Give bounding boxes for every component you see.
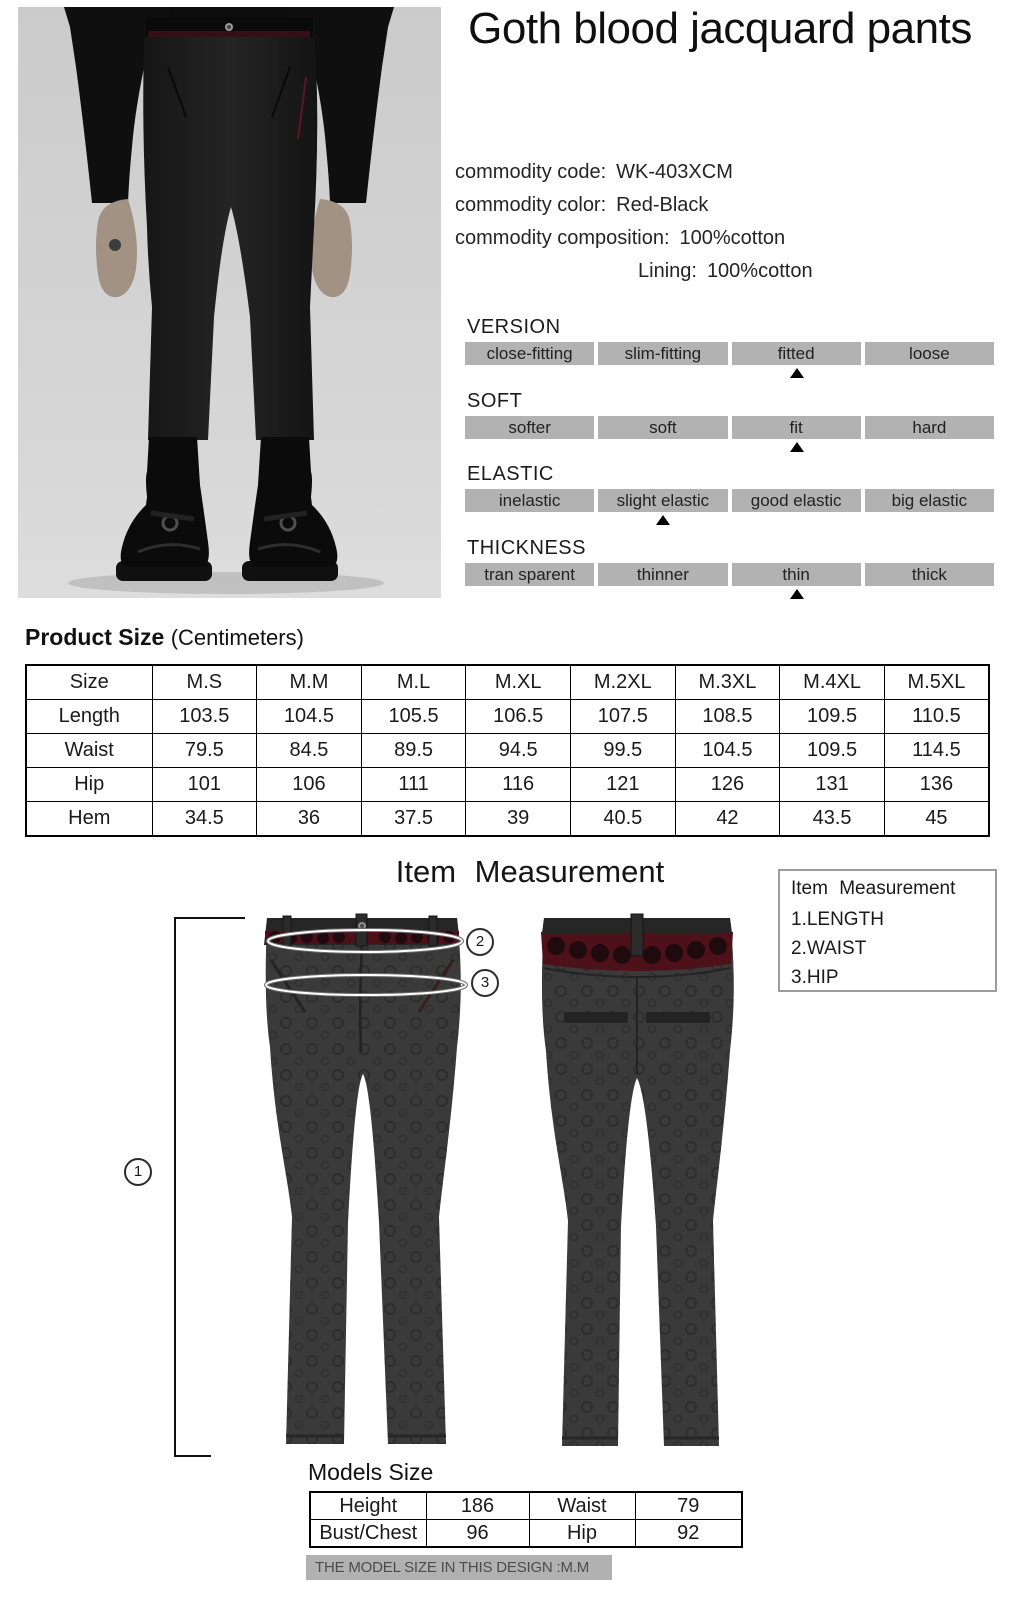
attribute-elastic-scale [465, 489, 994, 512]
length-bracket-bottom-tick [174, 1455, 211, 1457]
row-label: Waist [26, 734, 152, 768]
size-value: 45 [884, 802, 989, 837]
model-attr-label: Waist [529, 1492, 635, 1520]
marker-hip: 3 [471, 969, 499, 997]
pants-back-diagram [528, 906, 746, 1458]
model-attr-label: Hip [529, 1520, 635, 1548]
size-value: 34.5 [152, 802, 257, 837]
size-value: 36 [257, 802, 362, 837]
commodity-info [455, 156, 813, 288]
models-size-heading: Models Size [308, 1459, 434, 1485]
model-photo-illustration [18, 7, 441, 598]
model-photo [18, 7, 441, 598]
commodity-lining-label: Lining: [638, 260, 697, 282]
selected-marker-arrow [656, 515, 670, 525]
model-attr-label: Bust/Chest [310, 1520, 426, 1548]
commodity-code-row [455, 156, 813, 189]
attribute-version-title: VERSION [467, 316, 561, 338]
product-size-heading [25, 624, 304, 651]
product-size-heading-main: Product Size [25, 624, 165, 650]
size-value: 110.5 [884, 700, 989, 734]
size-value: 114.5 [884, 734, 989, 768]
legend-item-waist: 2.WAIST [791, 938, 867, 959]
commodity-composition-value: 100%cotton [679, 227, 786, 249]
table-row [310, 1520, 742, 1548]
size-value: 40.5 [571, 802, 676, 837]
size-header-cell: M.3XL [675, 665, 780, 700]
attribute-thickness [465, 537, 994, 586]
scale-option: fit [732, 416, 861, 439]
model-attr-value: 92 [635, 1520, 742, 1548]
scale-option: good elastic [732, 489, 861, 512]
table-row [26, 665, 989, 700]
model-size-note: THE MODEL SIZE IN THIS DESIGN :M.M [306, 1555, 612, 1580]
belt-lace-red [148, 31, 310, 37]
scale-option: softer [465, 416, 594, 439]
model-attr-label: Height [310, 1492, 426, 1520]
scale-option: fitted [732, 342, 861, 365]
size-value: 94.5 [466, 734, 571, 768]
pants-front-diagram [253, 912, 471, 1462]
size-value: 121 [571, 768, 676, 802]
size-header-cell: M.5XL [884, 665, 989, 700]
attribute-version-scale [465, 342, 994, 365]
attribute-thickness-scale [465, 563, 994, 586]
size-value: 106 [257, 768, 362, 802]
attribute-soft [465, 390, 994, 439]
size-value: 111 [361, 768, 466, 802]
models-size-table [309, 1491, 743, 1548]
scale-option: thin [732, 563, 861, 586]
legend-item-length: 1.LENGTH [791, 909, 884, 930]
legend-title: Item Measurement [791, 878, 956, 899]
size-header-cell: M.4XL [780, 665, 885, 700]
table-row [26, 734, 989, 768]
size-value: 104.5 [257, 700, 362, 734]
product-size-heading-unit: (Centimeters) [170, 625, 304, 650]
size-value: 84.5 [257, 734, 362, 768]
selected-marker-arrow [790, 589, 804, 599]
row-label: Length [26, 700, 152, 734]
commodity-color-label: commodity color: [455, 194, 607, 216]
attribute-thickness-title: THICKNESS [467, 537, 586, 559]
size-value: 99.5 [571, 734, 676, 768]
size-value: 116 [466, 768, 571, 802]
size-value: 109.5 [780, 700, 885, 734]
length-bracket-line [174, 918, 176, 1457]
right-hand [311, 199, 352, 297]
commodity-color-value: Red-Black [616, 194, 709, 216]
marker-waist: 2 [466, 928, 494, 956]
size-value: 136 [884, 768, 989, 802]
size-value: 42 [675, 802, 780, 837]
size-value: 79.5 [152, 734, 257, 768]
size-value: 126 [675, 768, 780, 802]
commodity-composition-row [455, 222, 813, 255]
commodity-code-label: commodity code: [455, 161, 607, 183]
size-value: 101 [152, 768, 257, 802]
size-value: 104.5 [675, 734, 780, 768]
size-value: 39 [466, 802, 571, 837]
scale-option: hard [865, 416, 994, 439]
size-value: 37.5 [361, 802, 466, 837]
attribute-version [465, 316, 994, 365]
size-header-cell: M.XL [466, 665, 571, 700]
scale-option: thinner [598, 563, 727, 586]
model-attr-value: 96 [426, 1520, 529, 1548]
selected-marker-arrow [790, 442, 804, 452]
size-header-cell: Size [26, 665, 152, 700]
size-header-cell: M.M [257, 665, 362, 700]
size-header-cell: M.L [361, 665, 466, 700]
scale-option: thick [865, 563, 994, 586]
table-row [26, 802, 989, 837]
size-value: 109.5 [780, 734, 885, 768]
length-bracket-top-tick [174, 917, 245, 919]
page-title: Goth blood jacquard pants [468, 4, 972, 53]
size-value: 131 [780, 768, 885, 802]
product-size-table [25, 664, 990, 837]
size-value: 89.5 [361, 734, 466, 768]
row-label: Hip [26, 768, 152, 802]
measurement-legend-box [778, 869, 997, 992]
scale-option: inelastic [465, 489, 594, 512]
ring [109, 239, 121, 251]
row-label: Hem [26, 802, 152, 837]
size-header-cell: M.2XL [571, 665, 676, 700]
size-value: 43.5 [780, 802, 885, 837]
model-attr-value: 79 [635, 1492, 742, 1520]
table-row [310, 1492, 742, 1520]
size-value: 106.5 [466, 700, 571, 734]
commodity-lining-row [455, 255, 813, 288]
scale-option: soft [598, 416, 727, 439]
commodity-color-row [455, 189, 813, 222]
scale-option: loose [865, 342, 994, 365]
size-value: 103.5 [152, 700, 257, 734]
selected-marker-arrow [790, 368, 804, 378]
item-measurement-heading: Item Measurement [395, 854, 665, 889]
size-value: 105.5 [361, 700, 466, 734]
attribute-elastic-title: ELASTIC [467, 463, 554, 485]
scale-option: slim-fitting [598, 342, 727, 365]
size-header-cell: M.S [152, 665, 257, 700]
commodity-lining-value: 100%cotton [706, 260, 813, 282]
model-attr-value: 186 [426, 1492, 529, 1520]
attribute-soft-title: SOFT [467, 390, 523, 412]
scale-option: close-fitting [465, 342, 594, 365]
attribute-soft-scale [465, 416, 994, 439]
size-value: 108.5 [675, 700, 780, 734]
size-value: 107.5 [571, 700, 676, 734]
legend-item-hip: 3.HIP [791, 967, 839, 988]
scale-option: tran sparent [465, 563, 594, 586]
commodity-code-value: WK-403XCM [616, 161, 733, 183]
table-row [26, 768, 989, 802]
attribute-elastic [465, 463, 994, 512]
scale-option: big elastic [865, 489, 994, 512]
scale-option: slight elastic [598, 489, 727, 512]
marker-length: 1 [124, 1158, 152, 1186]
table-row [26, 700, 989, 734]
commodity-composition-label: commodity composition: [455, 227, 670, 249]
